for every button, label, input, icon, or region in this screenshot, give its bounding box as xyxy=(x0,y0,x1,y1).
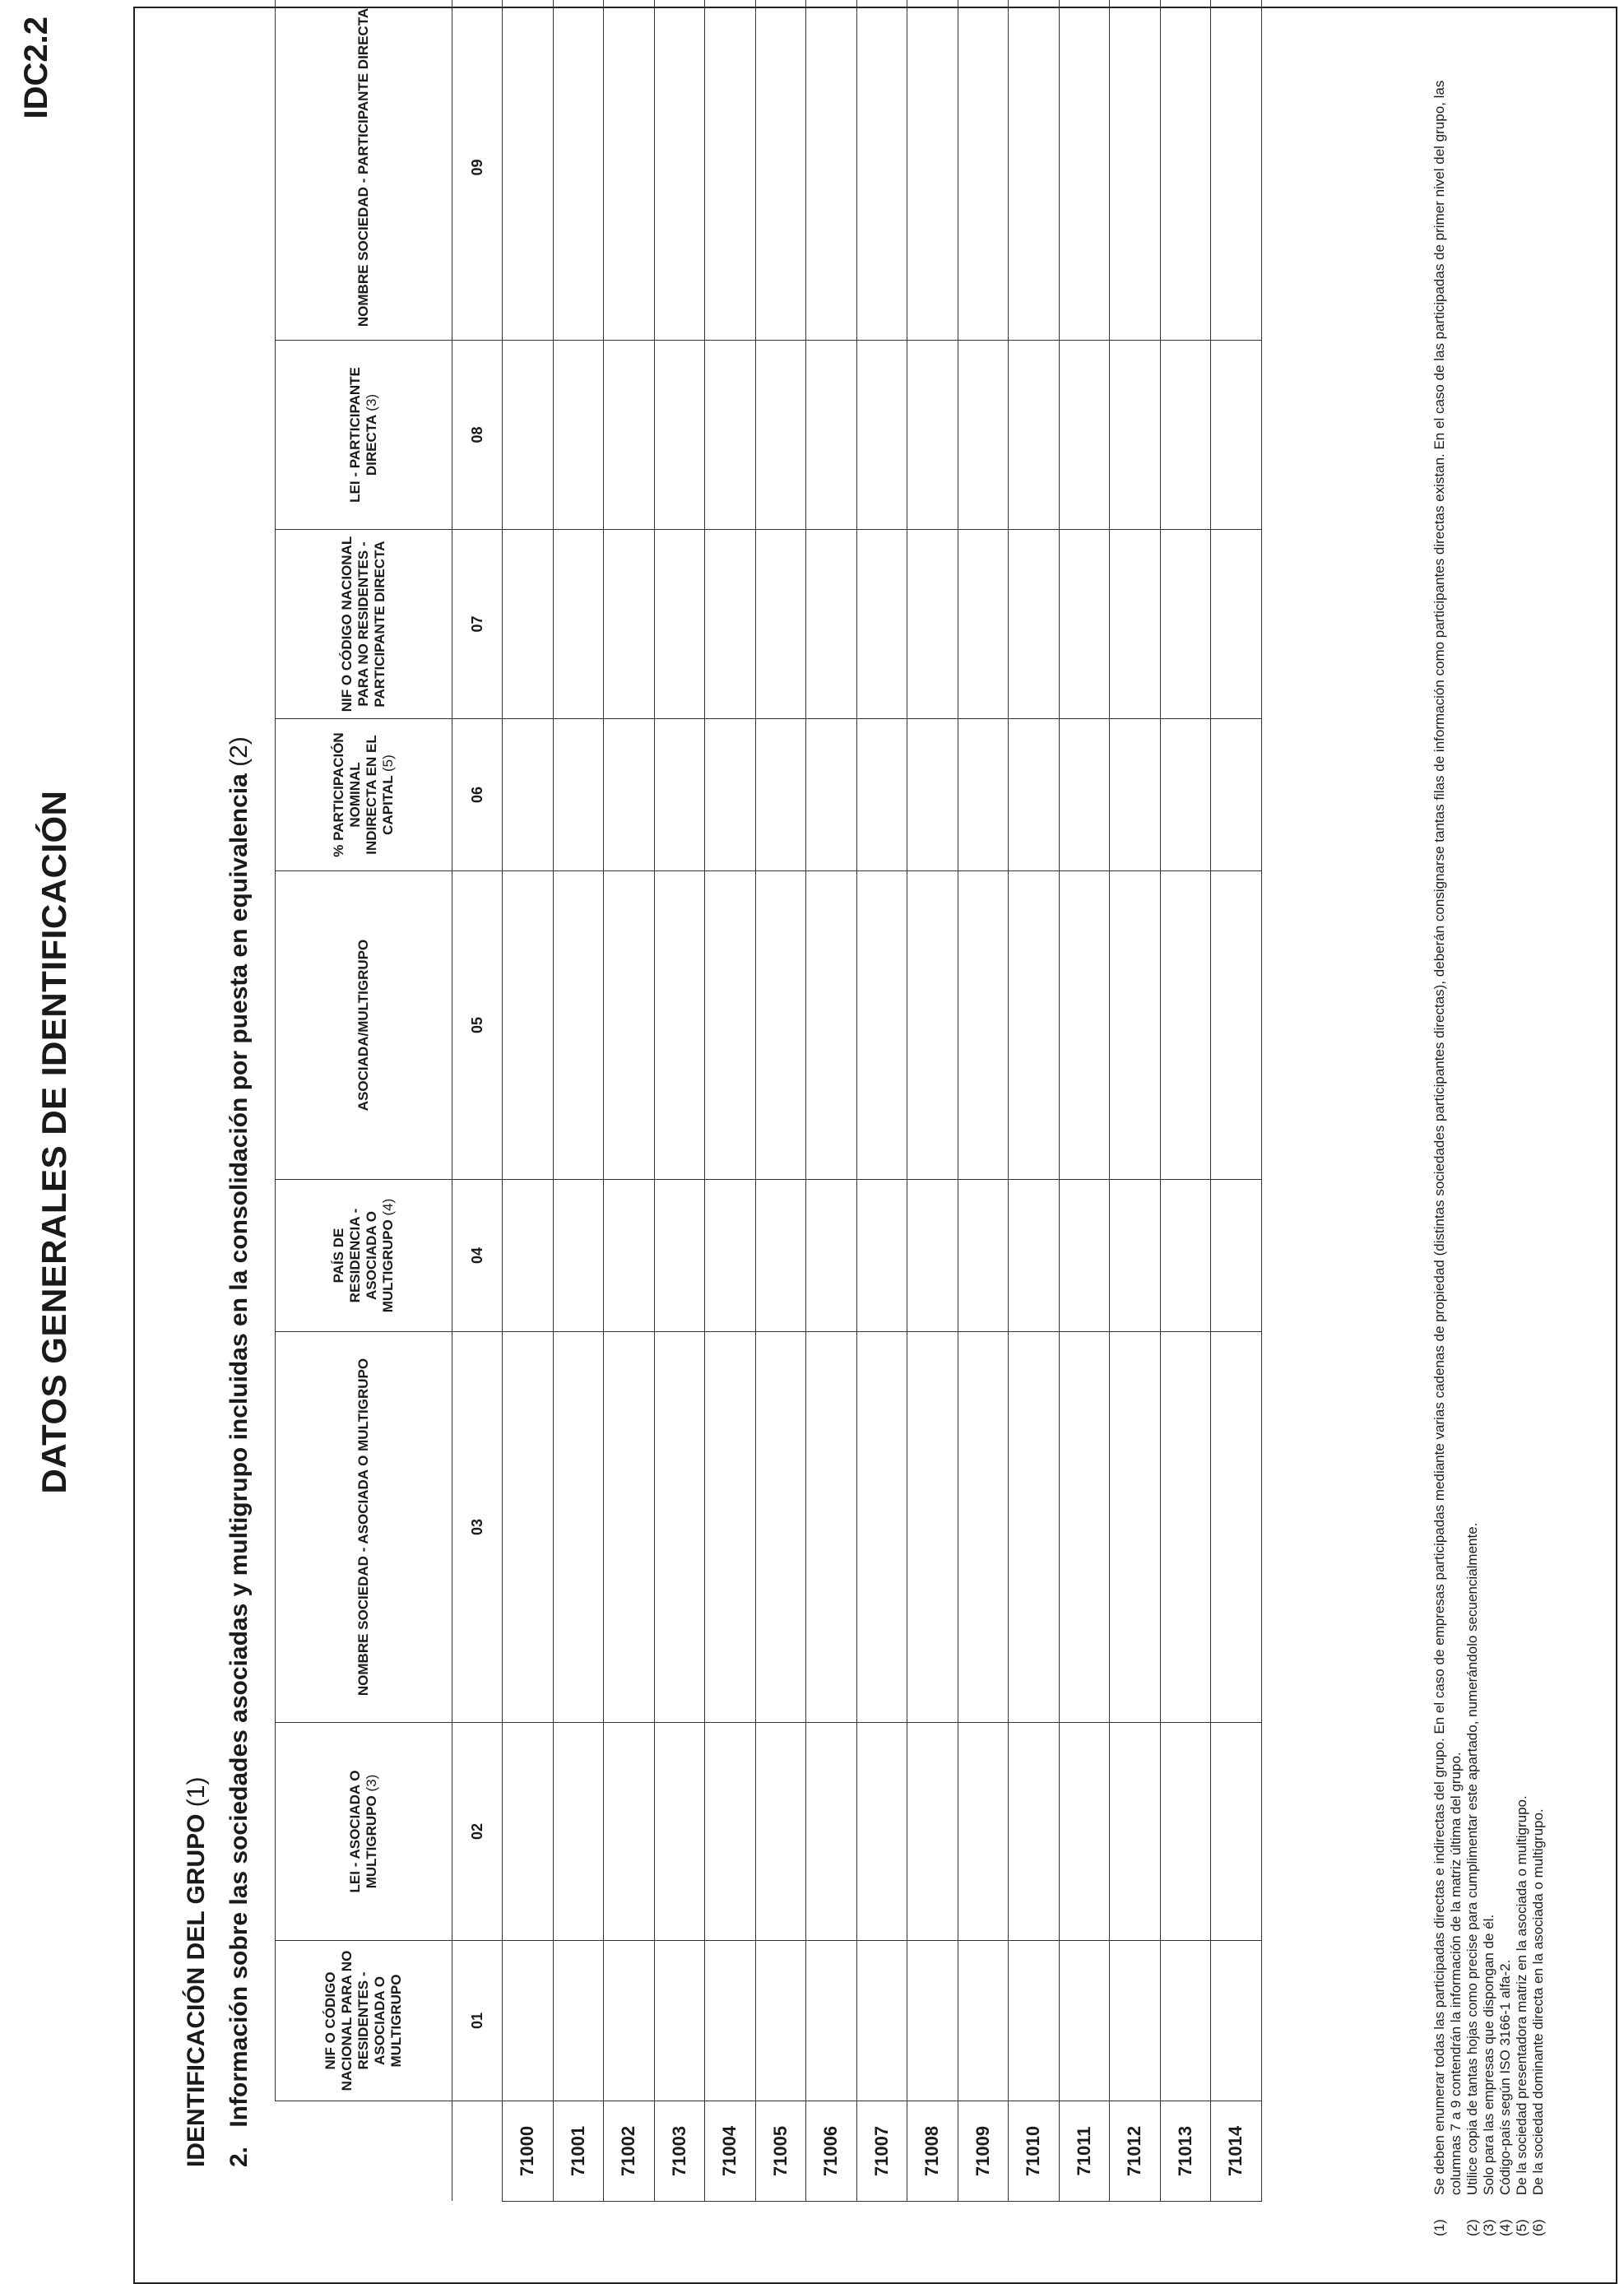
footnote xyxy=(1497,31,1514,2236)
column-header-ref: (5) xyxy=(379,754,396,772)
data-cell-col-08[interactable] xyxy=(806,341,857,530)
data-cell-col-03[interactable] xyxy=(1211,1332,1262,1723)
subtitle-number: 2. xyxy=(225,2146,253,2167)
data-cell-col-04[interactable] xyxy=(1160,1180,1211,1332)
data-cell-col-04[interactable] xyxy=(705,1180,756,1332)
footnote-number: (5) xyxy=(1514,2219,1529,2236)
column-header-03 xyxy=(276,1332,452,1723)
data-cell-col-08[interactable] xyxy=(755,341,806,530)
data-cell-col-08[interactable] xyxy=(958,341,1009,530)
data-cell-col-09[interactable] xyxy=(1160,0,1211,341)
table-row xyxy=(604,0,655,2202)
column-number: 03 xyxy=(452,1332,503,1723)
data-cell-col-09[interactable] xyxy=(1110,0,1161,341)
data-cell-col-01[interactable] xyxy=(1211,1941,1262,2101)
column-header-label: NIF O CÓDIGO NACIONAL PARA NO RESIDENTES - ASOCIADA O MULTIGRUPO xyxy=(322,1950,404,2091)
column-header-label: LEI - PARTICIPANTE DIRECTA xyxy=(347,367,379,503)
data-cell-col-09[interactable] xyxy=(705,0,756,341)
data-cell-col-05[interactable] xyxy=(705,871,756,1180)
footnote-text: Código-país según ISO 3166-1 alfa-2. xyxy=(1497,1959,1513,2195)
column-header-08 xyxy=(276,341,452,530)
data-cell-col-03[interactable] xyxy=(755,1332,806,1723)
data-cell-col-04[interactable] xyxy=(1059,1180,1110,1332)
data-cell-col-02[interactable] xyxy=(1009,1723,1060,1941)
data-cell-col-02[interactable] xyxy=(705,1723,756,1941)
data-cell-col-05[interactable] xyxy=(503,871,554,1180)
data-cell-col-09[interactable] xyxy=(553,0,604,341)
data-cell-col-03[interactable] xyxy=(503,1332,554,1723)
data-cell-col-06[interactable] xyxy=(856,719,907,871)
data-cell-col-01[interactable] xyxy=(604,1941,655,2101)
data-cell-col-07[interactable] xyxy=(755,530,806,719)
column-header-label: LEI - ASOCIADA O MULTIGRUPO xyxy=(347,1770,379,1893)
data-cell-col-04[interactable] xyxy=(503,1180,554,1332)
column-header-ref: (3) xyxy=(364,393,379,411)
data-cell-col-03[interactable] xyxy=(907,1332,958,1723)
data-cell-col-06[interactable] xyxy=(553,719,604,871)
section-title xyxy=(183,1777,211,2167)
column-header-label: NOMBRE SOCIEDAD - PARTICIPANTE DIRECTA xyxy=(355,7,372,327)
data-cell-col-07[interactable] xyxy=(654,530,705,719)
data-cell-col-01[interactable] xyxy=(654,1941,705,2101)
data-cell-col-07[interactable] xyxy=(1059,530,1110,719)
data-cell-col-04[interactable] xyxy=(856,1180,907,1332)
data-cell-col-03[interactable] xyxy=(1160,1332,1211,1723)
footnote-text: Se deben enumerar todas las participadas directas e indirectas del grupo. En el caso de empresas participadas mediante varias cadenas de propiedad (distintas sociedades participantes directas), deberán consignarse tantas filas de información como participantes directas existan. En el caso de las participadas de primer nivel del grupo, las columnas 7 a 9 contendrán la información de la matriz última del grupo. xyxy=(1431,80,1464,2195)
data-cell-col-05[interactable] xyxy=(806,871,857,1180)
data-cell-col-01[interactable] xyxy=(1110,1941,1161,2101)
footnote-text: Utilice copia de tantas hojas como precise para cumplimentar este apartado, numerándolo secuencialmente. xyxy=(1464,1522,1480,2195)
data-cell-col-05[interactable] xyxy=(907,871,958,1180)
data-cell-col-09[interactable] xyxy=(604,0,655,341)
section-title-text: IDENTIFICACIÓN DEL GRUPO xyxy=(183,1813,210,2167)
row-code: 71010 xyxy=(1009,2101,1060,2202)
data-cell-col-05[interactable] xyxy=(604,871,655,1180)
table-row xyxy=(907,0,958,2202)
data-cell-col-06[interactable] xyxy=(907,719,958,871)
table-row xyxy=(755,0,806,2202)
data-cell-col-01[interactable] xyxy=(705,1941,756,2101)
footnote-number: (1) xyxy=(1431,2219,1447,2236)
corner-cell xyxy=(276,2101,452,2202)
table-row xyxy=(1211,0,1262,2202)
footnote xyxy=(1530,31,1547,2236)
data-cell-col-08[interactable] xyxy=(1009,341,1060,530)
data-cell-col-01[interactable] xyxy=(553,1941,604,2101)
footnote xyxy=(1481,31,1497,2236)
data-cell-col-05[interactable] xyxy=(1160,871,1211,1180)
data-cell-col-05[interactable] xyxy=(654,871,705,1180)
data-cell-col-03[interactable] xyxy=(806,1332,857,1723)
data-cell-col-04[interactable] xyxy=(907,1180,958,1332)
row-code: 71006 xyxy=(806,2101,857,2202)
data-cell-col-01[interactable] xyxy=(755,1941,806,2101)
data-cell-col-08[interactable] xyxy=(1160,341,1211,530)
data-cell-col-01[interactable] xyxy=(856,1941,907,2101)
data-cell-col-04[interactable] xyxy=(755,1180,806,1332)
table-row xyxy=(705,0,756,2202)
data-cell-col-06[interactable] xyxy=(604,719,655,871)
data-cell-col-02[interactable] xyxy=(1160,1723,1211,1941)
row-code: 71000 xyxy=(503,2101,554,2202)
table-row xyxy=(1160,0,1211,2202)
form-code: IDC2.2 xyxy=(18,16,54,119)
data-cell-col-01[interactable] xyxy=(503,1941,554,2101)
row-code: 71004 xyxy=(705,2101,756,2202)
footnote-number: (2) xyxy=(1464,2219,1480,2236)
column-number: 05 xyxy=(452,871,503,1180)
footnote-text: Solo para las empresas que dispongan de él. xyxy=(1481,1914,1496,2195)
data-cell-col-03[interactable] xyxy=(958,1332,1009,1723)
column-header-label: % PARTICIPACIÓN NOMINAL INDIRECTA EN EL CAPITAL xyxy=(331,732,396,857)
data-cell-col-08[interactable] xyxy=(705,341,756,530)
data-cell-col-07[interactable] xyxy=(958,530,1009,719)
column-header-label: NOMBRE SOCIEDAD - ASOCIADA O MULTIGRUPO xyxy=(355,1358,372,1697)
column-number: 04 xyxy=(452,1180,503,1332)
column-header-06 xyxy=(276,719,452,871)
data-cell-col-09[interactable] xyxy=(654,0,705,341)
data-cell-col-05[interactable] xyxy=(553,871,604,1180)
participations-table xyxy=(275,0,1262,2202)
data-cell-col-05[interactable] xyxy=(1211,871,1262,1180)
table-row xyxy=(806,0,857,2202)
data-cell-col-09[interactable] xyxy=(755,0,806,341)
data-cell-col-08[interactable] xyxy=(856,341,907,530)
row-code: 71002 xyxy=(604,2101,655,2202)
footnote-number: (4) xyxy=(1497,2219,1513,2236)
data-cell-col-01[interactable] xyxy=(907,1941,958,2101)
data-cell-col-05[interactable] xyxy=(856,871,907,1180)
footnote-text: De la sociedad presentadora matriz en la asociada o multigrupo. xyxy=(1514,1795,1529,2195)
column-header-01 xyxy=(276,1941,452,2101)
data-cell-col-01[interactable] xyxy=(958,1941,1009,2101)
data-cell-col-06[interactable] xyxy=(503,719,554,871)
row-code: 71012 xyxy=(1110,2101,1161,2202)
data-cell-col-05[interactable] xyxy=(755,871,806,1180)
data-cell-col-02[interactable] xyxy=(604,1723,655,1941)
data-cell-col-06[interactable] xyxy=(1110,719,1161,871)
data-cell-col-08[interactable] xyxy=(604,341,655,530)
data-cell-col-06[interactable] xyxy=(1009,719,1060,871)
data-cell-col-03[interactable] xyxy=(654,1332,705,1723)
data-cell-col-07[interactable] xyxy=(1009,530,1060,719)
row-code: 71008 xyxy=(907,2101,958,2202)
data-cell-col-05[interactable] xyxy=(958,871,1009,1180)
data-cell-col-03[interactable] xyxy=(1009,1332,1060,1723)
column-header-ref: (3) xyxy=(364,1774,379,1792)
table-row xyxy=(856,0,907,2202)
data-cell-col-08[interactable] xyxy=(503,341,554,530)
data-cell-col-02[interactable] xyxy=(1110,1723,1161,1941)
data-cell-col-09[interactable] xyxy=(1211,0,1262,341)
corner-cell xyxy=(452,2101,503,2202)
data-cell-col-09[interactable] xyxy=(907,0,958,341)
data-cell-col-08[interactable] xyxy=(1211,341,1262,530)
row-code: 71003 xyxy=(654,2101,705,2202)
data-cell-col-07[interactable] xyxy=(705,530,756,719)
data-cell-col-09[interactable] xyxy=(1009,0,1060,341)
data-cell-col-02[interactable] xyxy=(958,1723,1009,1941)
data-cell-col-06[interactable] xyxy=(1059,719,1110,871)
column-number: 09 xyxy=(452,0,503,341)
data-cell-col-08[interactable] xyxy=(654,341,705,530)
data-cell-col-02[interactable] xyxy=(1059,1723,1110,1941)
footnote-number: (6) xyxy=(1530,2219,1546,2236)
data-cell-col-04[interactable] xyxy=(604,1180,655,1332)
header-row xyxy=(276,0,452,2202)
data-cell-col-06[interactable] xyxy=(654,719,705,871)
data-cell-col-02[interactable] xyxy=(654,1723,705,1941)
data-cell-col-02[interactable] xyxy=(806,1723,857,1941)
data-cell-col-08[interactable] xyxy=(1059,341,1110,530)
data-cell-col-06[interactable] xyxy=(705,719,756,871)
data-cell-col-02[interactable] xyxy=(755,1723,806,1941)
data-cell-col-04[interactable] xyxy=(958,1180,1009,1332)
data-cell-col-04[interactable] xyxy=(1110,1180,1161,1332)
data-cell-col-03[interactable] xyxy=(856,1332,907,1723)
data-cell-col-06[interactable] xyxy=(1160,719,1211,871)
data-cell-col-04[interactable] xyxy=(553,1180,604,1332)
column-number: 06 xyxy=(452,719,503,871)
data-cell-col-01[interactable] xyxy=(1059,1941,1110,2101)
data-cell-col-02[interactable] xyxy=(907,1723,958,1941)
data-cell-col-01[interactable] xyxy=(806,1941,857,2101)
data-cell-col-04[interactable] xyxy=(1211,1180,1262,1332)
data-cell-col-06[interactable] xyxy=(1211,719,1262,871)
column-header-02 xyxy=(276,1723,452,1941)
table-row xyxy=(1009,0,1060,2202)
data-cell-col-06[interactable] xyxy=(755,719,806,871)
data-cell-col-07[interactable] xyxy=(604,530,655,719)
data-cell-col-03[interactable] xyxy=(1059,1332,1110,1723)
data-cell-col-05[interactable] xyxy=(1059,871,1110,1180)
footnote-number: (3) xyxy=(1481,2219,1496,2236)
data-cell-col-01[interactable] xyxy=(1009,1941,1060,2101)
column-header-label: NIF O CÓDIGO NACIONAL PARA NO RESIDENTES - PARTICIPANTE DIRECTA xyxy=(339,536,387,713)
column-number: 01 xyxy=(452,1941,503,2101)
footnote-text: De la sociedad dominante directa en la asociada o multigrupo. xyxy=(1530,1808,1546,2195)
data-cell-col-07[interactable] xyxy=(1110,530,1161,719)
section-title-ref: (1) xyxy=(183,1776,210,1808)
data-cell-col-07[interactable] xyxy=(856,530,907,719)
data-cell-col-02[interactable] xyxy=(503,1723,554,1941)
data-cell-col-04[interactable] xyxy=(654,1180,705,1332)
data-cell-col-01[interactable] xyxy=(1160,1941,1211,2101)
data-cell-col-09[interactable] xyxy=(806,0,857,341)
table-row xyxy=(503,0,554,2202)
column-number: 08 xyxy=(452,341,503,530)
table-row xyxy=(1059,0,1110,2202)
subtitle-text: Información sobre las sociedades asociadas y multigrupo incluidas en la consolidación por puesta en equivalencia xyxy=(225,773,253,2128)
data-cell-col-08[interactable] xyxy=(1110,341,1161,530)
section-subtitle xyxy=(225,736,253,2167)
data-cell-col-08[interactable] xyxy=(553,341,604,530)
data-cell-col-04[interactable] xyxy=(806,1180,857,1332)
document-title: DATOS GENERALES DE IDENTIFICACIÓN xyxy=(35,790,73,1494)
table-row xyxy=(654,0,705,2202)
data-cell-col-05[interactable] xyxy=(1110,871,1161,1180)
data-cell-col-03[interactable] xyxy=(705,1332,756,1723)
footnote xyxy=(1431,31,1464,2236)
column-header-09 xyxy=(276,0,452,341)
footnotes xyxy=(1431,31,1547,2236)
data-cell-col-06[interactable] xyxy=(958,719,1009,871)
column-header-label: ASOCIADA/MULTIGRUPO xyxy=(355,939,372,1112)
footnote xyxy=(1514,31,1530,2236)
table-row xyxy=(1110,0,1161,2202)
data-cell-col-03[interactable] xyxy=(604,1332,655,1723)
table-row xyxy=(958,0,1009,2202)
column-header-04 xyxy=(276,1180,452,1332)
row-code: 71009 xyxy=(958,2101,1009,2202)
column-number: 07 xyxy=(452,530,503,719)
data-cell-col-09[interactable] xyxy=(503,0,554,341)
data-cell-col-04[interactable] xyxy=(1009,1180,1060,1332)
footnote xyxy=(1464,31,1481,2236)
row-code: 71005 xyxy=(755,2101,806,2202)
row-code: 71013 xyxy=(1160,2101,1211,2202)
row-code: 71007 xyxy=(856,2101,907,2202)
data-cell-col-05[interactable] xyxy=(1009,871,1060,1180)
data-cell-col-09[interactable] xyxy=(1059,0,1110,341)
row-code: 71014 xyxy=(1211,2101,1262,2202)
data-cell-col-06[interactable] xyxy=(806,719,857,871)
data-cell-col-03[interactable] xyxy=(553,1332,604,1723)
data-cell-col-07[interactable] xyxy=(503,530,554,719)
column-header-label: PAÍS DE RESIDENCIA - ASOCIADA O MULTIGRUPO xyxy=(331,1208,396,1313)
column-header-ref: (4) xyxy=(379,1198,396,1216)
data-cell-col-08[interactable] xyxy=(907,341,958,530)
data-cell-col-02[interactable] xyxy=(856,1723,907,1941)
data-cell-col-07[interactable] xyxy=(1160,530,1211,719)
row-code: 71001 xyxy=(553,2101,604,2202)
row-code: 71011 xyxy=(1059,2101,1110,2202)
data-cell-col-09[interactable] xyxy=(958,0,1009,341)
column-number: 02 xyxy=(452,1723,503,1941)
column-header-07 xyxy=(276,530,452,719)
data-cell-col-07[interactable] xyxy=(553,530,604,719)
table-row xyxy=(553,0,604,2202)
data-cell-col-07[interactable] xyxy=(907,530,958,719)
data-cell-col-02[interactable] xyxy=(1211,1723,1262,1941)
data-cell-col-07[interactable] xyxy=(1211,530,1262,719)
data-cell-col-02[interactable] xyxy=(553,1723,604,1941)
data-cell-col-09[interactable] xyxy=(856,0,907,341)
subtitle-ref: (2) xyxy=(225,736,253,767)
column-number-row xyxy=(452,0,503,2202)
column-header-05 xyxy=(276,871,452,1180)
data-cell-col-03[interactable] xyxy=(1110,1332,1161,1723)
data-cell-col-07[interactable] xyxy=(806,530,857,719)
